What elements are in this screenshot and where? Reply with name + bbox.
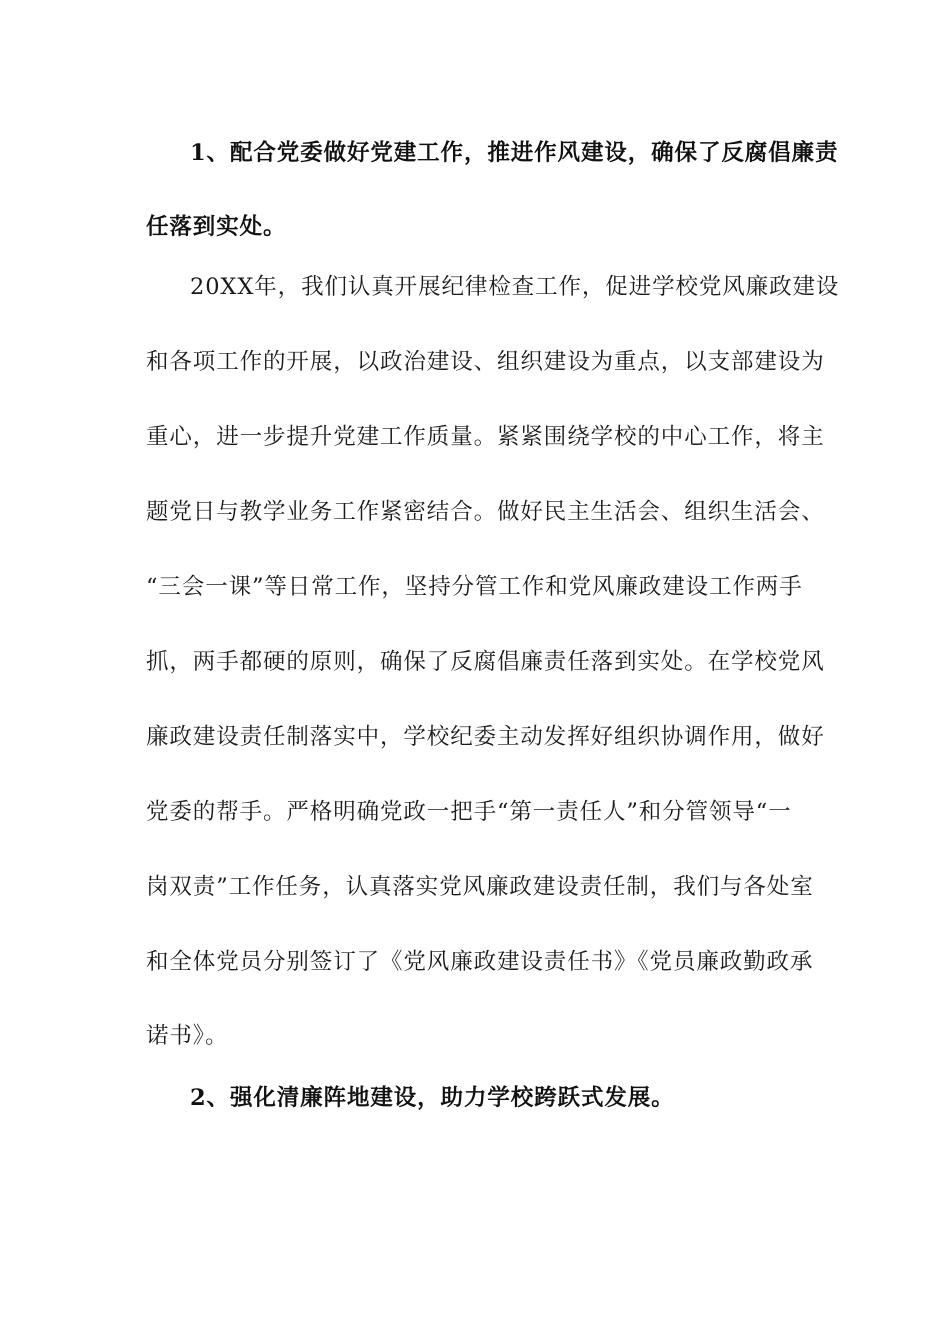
paragraph-1-line-1: 20XX年，我们认真开展纪律检查工作，促进学校党风廉政建设 <box>190 274 840 300</box>
paragraph-1-line-3: 重心，进一步提升党建工作质量。紧紧围绕学校的中心工作，将主 <box>146 424 825 450</box>
paragraph-1-line-2: 和各项工作的开展，以政治建设、组织建设为重点，以支部建设为 <box>146 349 825 375</box>
paragraph-1-line-8: 党委的帮手。严格明确党政一把手“第一责任人”和分管领导“一 <box>146 799 792 825</box>
paragraph-1-line-10: 和全体党员分别签订了《党风廉政建设责任书》《党员廉政勤政承 <box>146 949 814 975</box>
section-heading-1-line-1: 1、配合党委做好党建工作，推进作风建设，确保了反腐倡廉责 <box>190 140 839 166</box>
paragraph-1-line-6: 抓，两手都硬的原则，确保了反腐倡廉责任落到实处。在学校党风 <box>146 649 825 675</box>
section-heading-1-line-2: 任落到实处。 <box>146 214 287 240</box>
paragraph-1-line-9: 岗双责”工作任务，认真落实党风廉政建设责任制，我们与各处室 <box>146 874 814 900</box>
paragraph-1-line-7: 廉政建设责任制落实中，学校纪委主动发挥好组织协调作用，做好 <box>146 724 825 750</box>
paragraph-1-line-5: “三会一课”等日常工作，坚持分管工作和党风廉政建设工作两手 <box>146 574 803 600</box>
paragraph-1-line-4: 题党日与教学业务工作紧密结合。做好民主生活会、组织生活会、 <box>146 499 825 525</box>
paragraph-1-line-11: 诺书》。 <box>146 1023 229 1049</box>
section-heading-2: 2、强化清廉阵地建设，助力学校跨跃式发展。 <box>190 1085 675 1111</box>
